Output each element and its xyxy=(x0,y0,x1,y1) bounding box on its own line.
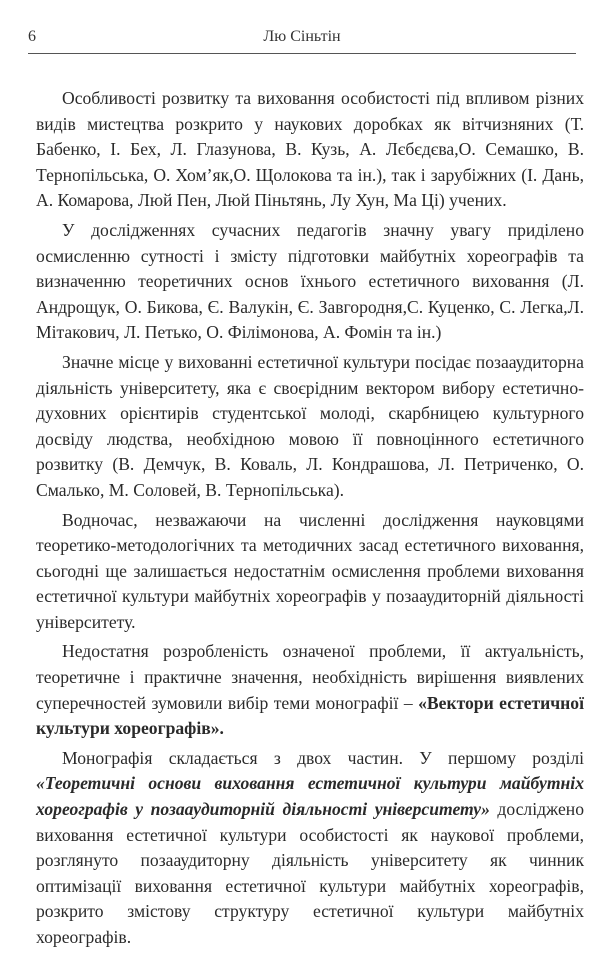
body-text xyxy=(36,86,584,955)
paragraph-5-text: Недостатня розробленість означеної проблеми, її актуальність, теоретичне і практичне значення, необхідність вирішення виявлених суперечностей зумовили вибір теми монографії – xyxy=(36,641,584,713)
paragraph-6 xyxy=(36,746,584,951)
header-rule xyxy=(28,53,576,54)
paragraph-6-rest: досліджено виховання естетичної культури особистості як наукової проблеми, розглянуто позааудиторну діяльність університету як чинник оптимізації виховання естетичної культури майбутніх хореографів, розкрито змістову структуру естетичної культури майбутніх хореографів. xyxy=(36,799,584,947)
monograph-title: «Вектори естетичної культури хореографів». xyxy=(36,692,584,739)
paragraph-4: Водночас, незважаючи на численні дослідження науковцями теоретико-методологічних та методичних засад естетичного виховання, сьогодні ще залишається недостатнім осмислення проблеми виховання естетичної культури майбутніх хореографів у позааудиторній діяльності університету. xyxy=(36,509,584,632)
paragraph-3: Значне місце у вихованні естетичної культури посідає позааудиторна діяльність університету, яка є своєрідним вектором вибору естетично-духовних орієнтирів студентської молоді, скарбницею культурного досвіду людства, необхідною мовою її повноцінного естетичного розвитку (В. Демчук, В. Коваль, Л. Кондрашова, Л. Петриченко, О. Смалько, М. Соловей, В. Тернопільська). xyxy=(36,351,584,500)
paragraph-5 xyxy=(36,639,584,741)
paragraph-1: Особливості розвитку та виховання особистості під впливом різних видів мистецтва розкрито у наукових доробках як вітчизняних (Т. Бабенко, І. Бех, Л. Глазунова, В. Кузь, А. Лєбєдєва,О. Семашко, В. Тернопільська, О. Хом’як,О. Щолокова та ін.), так і зарубіжних (І. Дань, А. Комарова, Люй Пен, Люй Піньтянь, Лу Хун, Ма Ці) учених. xyxy=(36,88,584,211)
page-header xyxy=(28,22,576,52)
paragraph-6-intro: Монографія складається з двох частин. У першому розділі xyxy=(62,747,584,768)
paragraph-2: У дослідженнях сучасних педагогів значну увагу приділено осмисленню сутності і змісту підготовки майбутніх хореографів та визначенню теоретичних основ їхнього естетичного виховання (Л. Андрощук, О. Бикова, Є. Валукін, Є. Завгородня,С. Куценко, С. Легка,Л. Мітакович, Л. Петько, О. Філімонова, А. Фомін та ін.) xyxy=(36,219,584,343)
running-title: Лю Сіньтін xyxy=(263,28,341,45)
chapter-title: «Теоретичні основи виховання естетичної культури майбутніх хореографів у позааудиторній діяльності університету» xyxy=(36,773,584,820)
page-number: 6 xyxy=(28,28,36,45)
